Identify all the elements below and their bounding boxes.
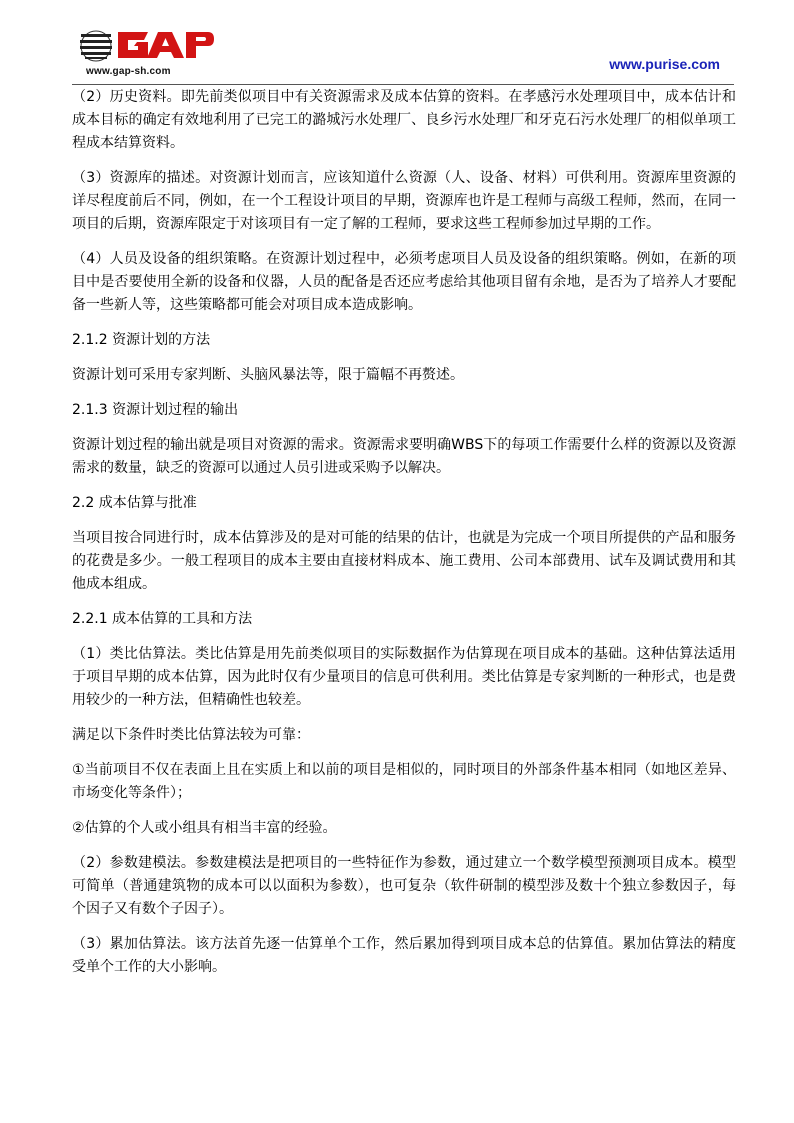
paragraph-parametric-modeling: （2）参数建模法。参数建模法是把项目的一些特征作为参数，通过建立一个数学模型预测项目成本。模型可简单（普通建筑物的成本可以以面积为参数），也可复杂（软件研制的模型涉及数十个独立参数因子，每个因子又有数个子因子）。 bbox=[72, 855, 736, 917]
paragraph-resource-output: 资源计划过程的输出就是项目对资源的需求。资源需求要明确WBS下的每项工作需要什么样的资源以及资源需求的数量，缺乏的资源可以通过人员引进或采购予以解决。 bbox=[72, 437, 736, 476]
paragraph-analogous-estimating: （1）类比估算法。类比估算是用先前类似项目的实际数据作为估算现在项目成本的基础。这种估算法适用于项目早期的成本估算，因为此时仅有少量项目的信息可供利用。类比估算是专家判断的一种形式，也是费用较少的一种方法，但精确性也较差。 bbox=[72, 646, 736, 708]
paragraph-condition-2: ②估算的个人或小组具有相当丰富的经验。 bbox=[72, 820, 337, 836]
paragraph-conditions-intro: 满足以下条件时类比估算法较为可靠： bbox=[72, 727, 310, 743]
heading-2-1-2: 2.1.2 资源计划的方法 bbox=[72, 332, 211, 348]
globe-icon bbox=[80, 31, 112, 61]
page-header bbox=[0, 0, 794, 88]
heading-2-2: 2.2 成本估算与批准 bbox=[72, 495, 197, 511]
heading-2-2-1: 2.2.1 成本估算的工具和方法 bbox=[72, 611, 253, 627]
paragraph-organization-strategy: （4）人员及设备的组织策略。在资源计划过程中，必须考虑项目人员及设备的组织策略。例如，在新的项目中是否要使用全新的设备和仪器，人员的配备是否还应考虑给其他项目留有余地，是否为了培养人才要配备一些新人等，这些策略都可能会对项目成本造成影响。 bbox=[72, 251, 736, 313]
paragraph-bottom-up-estimating: （3）累加估算法。该方法首先逐一估算单个工作，然后累加得到项目成本总的估算值。累加估算法的精度受单个工作的大小影响。 bbox=[72, 936, 736, 975]
logo-url: www.gap-sh.com bbox=[86, 66, 171, 77]
paragraph-cost-estimation: 当项目按合同进行时，成本估算涉及的是对可能的结果的估计，也就是为完成一个项目所提供的产品和服务的花费是多少。一般工程项目的成本主要由直接材料成本、施工费用、公司本部费用、试车及调试费用和其他成本组成。 bbox=[72, 530, 736, 592]
header-divider bbox=[72, 84, 734, 85]
paragraph-condition-1: ①当前项目不仅在表面上且在实质上和以前的项目是相似的，同时项目的外部条件基本相同（如地区差异、市场变化等条件）； bbox=[72, 762, 736, 801]
site-url-link[interactable]: www.purise.com bbox=[609, 56, 720, 72]
gap-wordmark bbox=[118, 32, 214, 58]
document-body bbox=[72, 86, 736, 979]
paragraph-resource-methods: 资源计划可采用专家判断、头脑风暴法等，限于篇幅不再赘述。 bbox=[72, 367, 464, 383]
paragraph-resource-pool: （3）资源库的描述。对资源计划而言，应该知道什么资源（人、设备、材料）可供利用。资源库里资源的详尽程度前后不同，例如，在一个工程设计项目的早期，资源库也许是工程师与高级工程师，然而，在同一项目的后期，资源库限定于对该项目有一定了解的工程师，要求这些工程师参加过早期的工作。 bbox=[72, 170, 736, 232]
heading-2-1-3: 2.1.3 资源计划过程的输出 bbox=[72, 402, 239, 418]
paragraph-history-data: （2）历史资料。即先前类似项目中有关资源需求及成本估算的资料。在孝感污水处理项目中，成本估计和成本目标的确定有效地利用了已完工的潞城污水处理厂、良乡污水处理厂和牙克石污水处理厂的相似单项工程成本结算资料。 bbox=[72, 89, 736, 151]
